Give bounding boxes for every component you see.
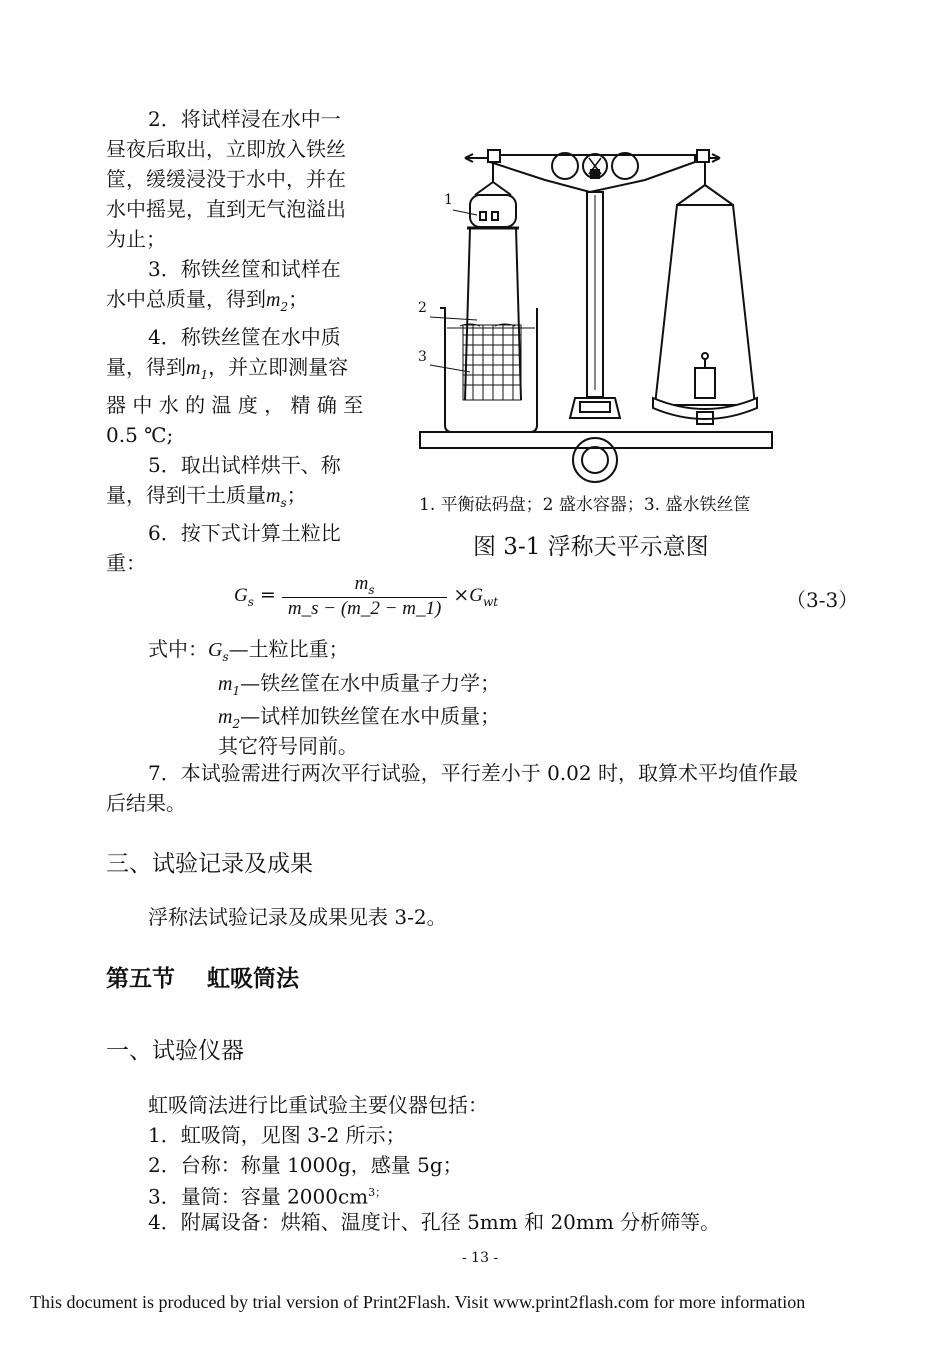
where-g: 式中：$G_s—$土粒比重； (148, 637, 349, 664)
instrument-item-4: 4．附属设备：烘箱、温度计、孔径 5mm 和 20mm 分析筛等。 (148, 1210, 721, 1234)
step2-line5: 为止； (106, 227, 166, 251)
instruments-intro: 虹吸筒法进行比重试验主要仪器包括： (148, 1093, 488, 1117)
section3-text: 浮称法试验记录及成果见表 3-2。 (148, 905, 447, 929)
instrument-item-2: 2．台称：称量 1000g，感量 5g； (148, 1153, 463, 1177)
step4-line4: 0.5 ℃; (106, 423, 174, 447)
left-column-text (106, 104, 376, 578)
step7-line1: 7．本试验需进行两次平行试验，平行差小于 0.02 时，取算术平均值作最 (148, 761, 798, 785)
section3-heading: 三、试验记录及成果 (106, 851, 313, 877)
where-m2: $m_2—$试样加铁丝筐在水中质量； (218, 704, 501, 731)
instrument-item-3: 3．量筒：容量 $2000cm^{3;}$ (148, 1184, 387, 1209)
step3-line1: 3．称铁丝筐和试样在 (148, 257, 341, 281)
step7-line2: 后结果。 (106, 791, 186, 815)
figure-label-2: 2 (418, 300, 427, 316)
step2-line4: 水中摇晃，直到无气泡溢出 (106, 197, 346, 221)
where-m1: $m_1—$铁丝筐在水中质量子力学； (218, 671, 501, 698)
figure-label-3: 3 (418, 349, 427, 365)
section5-heading: 第五节 虹吸筒法 (106, 965, 300, 992)
balance-diagram (415, 140, 780, 485)
figure-caption: 图 3-1 浮称天平示意图 (473, 534, 709, 560)
formula-3-3: $G_s$ = $\frac{m_s}{m\_s - (m\_2 - m\_1)}$ $\times G_{wt}$ (234, 573, 499, 619)
step5-line1: 5．取出试样烘干、称 (148, 453, 341, 477)
instruments-heading: 一、试验仪器 (106, 1038, 244, 1064)
step4-line1: 4．称铁丝筐在水中质 (148, 325, 341, 349)
step2-line2: 昼夜后取出，立即放入铁丝 (106, 137, 346, 161)
step4-line3: 器 中 水 的 温 度 ， 精 确 至 (106, 393, 364, 417)
formula-fraction: $\frac{m_s}{m\_s - (m\_2 - m\_1)}$ (282, 572, 447, 620)
figure-label-1: 1 (444, 192, 453, 208)
step6-line2: 重： (106, 551, 146, 575)
formula-number: （3-3） (786, 588, 859, 612)
instrument-item-1: 1．虹吸筒，见图 3-2 所示； (148, 1123, 406, 1147)
page-number: - 13 - (462, 1250, 499, 1266)
step3-line2: 水中总质量，得到$m_2$； (106, 287, 309, 314)
step2-line1: 2．将试样浸在水中一 (148, 107, 341, 131)
step5-line2: 量，得到干土质量$m_s$； (106, 483, 307, 510)
where-other: 其它符号同前。 (218, 734, 358, 758)
step2-line3: 筐，缓缓浸没于水中，并在 (106, 167, 346, 191)
figure-legend: 1. 平衡砝码盘；2 盛水容器；3. 盛水铁丝筐 (419, 495, 751, 515)
trial-watermark: This document is produced by trial version of Print2Flash. Visit www.print2flash.com for more information (30, 1292, 806, 1312)
step6-line1: 6．按下式计算土粒比 (148, 521, 341, 545)
step4-line2: 量，得到$m_1$，并立即测量容 (106, 355, 349, 382)
